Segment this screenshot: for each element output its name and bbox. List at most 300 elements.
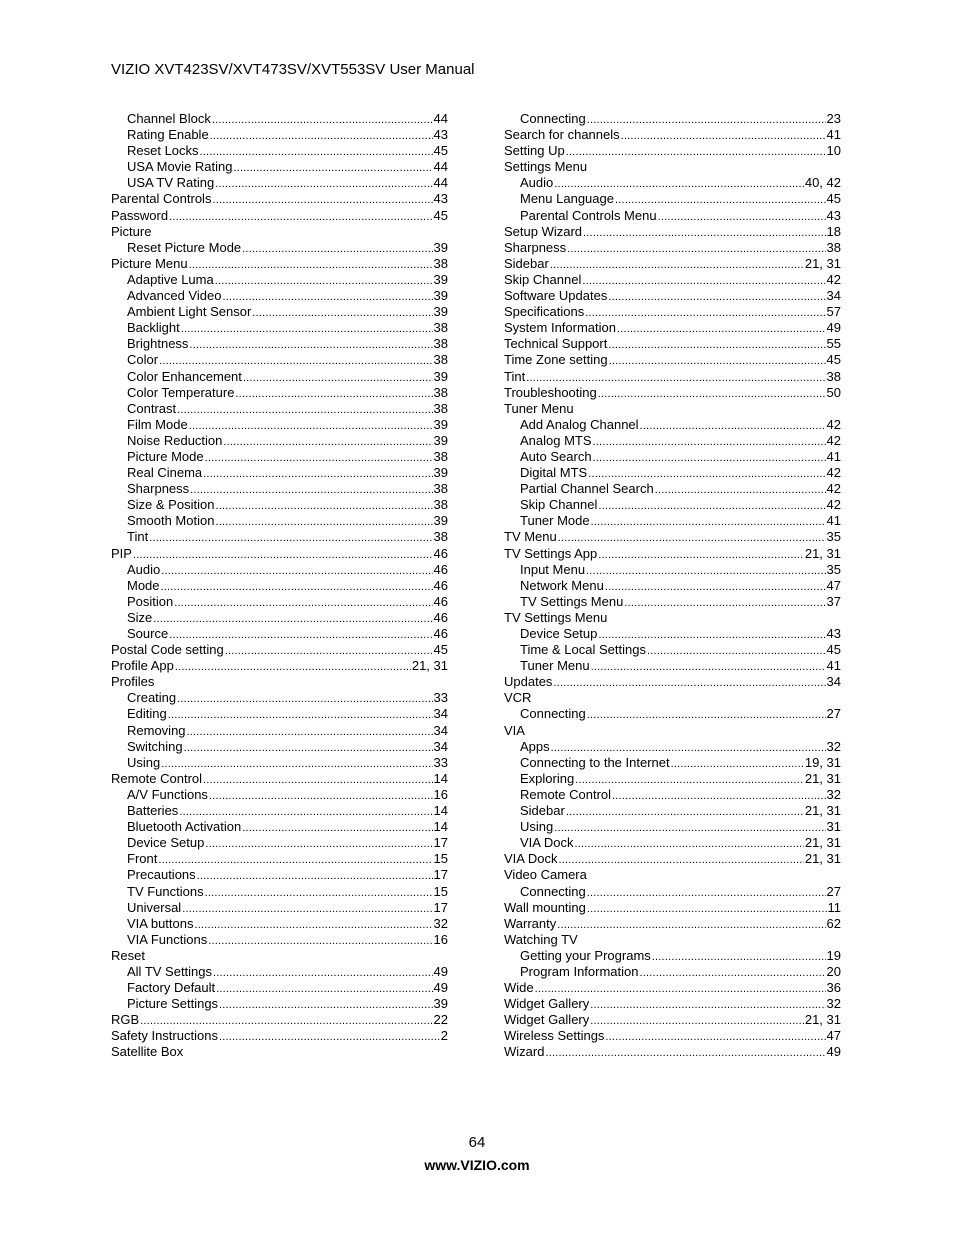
index-entry <box>504 771 841 787</box>
dot-leader <box>158 852 432 868</box>
index-entry <box>504 288 841 304</box>
index-entry-label: Batteries <box>127 803 179 819</box>
index-entry-page: 49 <box>433 963 448 979</box>
index-entry-page: 22 <box>433 1012 448 1028</box>
index-entry <box>111 787 448 803</box>
dot-leader <box>213 965 433 981</box>
dot-leader <box>545 1045 825 1061</box>
index-entry-page: 27 <box>826 883 841 899</box>
dot-leader <box>652 949 826 965</box>
index-entry <box>504 385 841 401</box>
dot-leader <box>161 563 432 579</box>
index-entry <box>504 996 841 1012</box>
index-entry-page: 34 <box>433 706 448 722</box>
index-entry-page: 21, 31 <box>804 1012 841 1028</box>
dot-leader <box>608 337 825 353</box>
index-entry-label: Digital MTS <box>520 465 588 481</box>
index-entry-label: Size & Position <box>127 497 215 513</box>
index-entry <box>111 1044 448 1060</box>
index-entry-label: Film Mode <box>127 416 188 432</box>
index-entry <box>111 562 448 578</box>
index-entry-label: Reset Picture Mode <box>127 239 242 255</box>
dot-leader <box>615 192 826 208</box>
index-entry <box>504 529 841 545</box>
index-entry-label: Program Information <box>520 963 639 979</box>
index-entry-label: Source <box>127 626 169 641</box>
index-entry-page: 15 <box>433 851 448 867</box>
index-entry <box>111 175 448 191</box>
dot-leader <box>219 1029 440 1045</box>
index-entry-label: Partial Channel Search <box>520 481 654 497</box>
index-entry-page: 47 <box>826 1028 841 1044</box>
index-entry-page: 39 <box>433 288 448 304</box>
index-entry-label: Wireless Settings <box>504 1028 605 1044</box>
index-entry-page: 45 <box>433 143 448 159</box>
index-entry-label: TV Settings App <box>504 545 598 561</box>
index-entry <box>504 143 841 159</box>
index-entry-page: 38 <box>433 255 448 271</box>
index-entry-page: 41 <box>826 448 841 464</box>
dot-leader <box>205 450 433 466</box>
index-entry-page: 46 <box>433 593 448 609</box>
dot-leader <box>647 643 826 659</box>
index-entry-page: 20 <box>826 963 841 979</box>
index-entry-page: 17 <box>433 899 448 915</box>
index-entry-label: Using <box>520 819 554 835</box>
dot-leader <box>215 498 432 514</box>
index-entry-label: Advanced Video <box>127 288 222 304</box>
index-entry-page: 42 <box>826 465 841 481</box>
index-entry-label: Video Camera <box>504 867 587 883</box>
index-entry-page: 46 <box>433 545 448 561</box>
index-entry-label: Channel Block <box>127 111 211 126</box>
dot-leader <box>174 595 432 611</box>
index-entry <box>504 481 841 497</box>
dot-leader <box>593 450 826 466</box>
dot-leader <box>203 772 432 788</box>
dot-leader <box>574 836 803 852</box>
index-entry-page: 21, 31 <box>804 545 841 561</box>
dot-leader <box>169 627 432 643</box>
index-entry-label: Sharpness <box>504 239 567 255</box>
dot-leader <box>243 370 433 386</box>
footer-url: www.VIZIO.com <box>424 1157 530 1173</box>
index-entry-label: Troubleshooting <box>504 384 597 400</box>
index-entry-page: 38 <box>433 448 448 464</box>
index-entry-page: 49 <box>826 1044 841 1060</box>
index-entry <box>504 867 841 883</box>
index-entry-label: Skip Channel <box>520 497 598 513</box>
index-entry-label: A/V Functions <box>127 786 208 802</box>
index-entry-label: VCR <box>504 690 532 706</box>
index-entry-label: Picture Settings <box>127 996 219 1012</box>
dot-leader <box>140 1013 432 1029</box>
dot-leader <box>189 337 432 353</box>
index-entry-label: Removing <box>127 722 186 738</box>
dot-leader <box>212 192 432 208</box>
index-entry-page: 38 <box>433 529 448 545</box>
index-entry <box>504 256 841 272</box>
index-entry-label: Wall mounting <box>504 899 586 915</box>
index-entry-page: 43 <box>826 207 841 223</box>
index-entry <box>504 208 841 224</box>
dot-leader <box>557 917 825 933</box>
index-entry-page: 14 <box>433 803 448 819</box>
index-entry-page: 42 <box>826 416 841 432</box>
index-entry <box>504 755 841 771</box>
index-entry-label: USA TV Rating <box>127 175 215 191</box>
index-entry-label: Tuner Mode <box>520 513 590 529</box>
index-entry <box>111 884 448 900</box>
index-entry <box>504 191 841 207</box>
dot-leader <box>169 209 432 225</box>
dot-leader <box>590 1013 804 1029</box>
index-entry-label: Settings Menu <box>504 159 588 175</box>
index-entry <box>111 610 448 626</box>
index-entry-page: 21, 31 <box>411 658 448 674</box>
index-entry-page: 43 <box>826 626 841 641</box>
dot-leader <box>598 498 825 514</box>
index-entry <box>111 706 448 722</box>
index-entry <box>111 594 448 610</box>
index-entry <box>111 191 448 207</box>
index-entry <box>504 546 841 562</box>
dot-leader <box>161 579 433 595</box>
dot-leader <box>234 160 433 176</box>
dot-leader <box>223 434 432 450</box>
index-entry-page: 39 <box>433 416 448 432</box>
index-entry <box>111 964 448 980</box>
index-entry-label: All TV Settings <box>127 963 213 979</box>
index-entry <box>111 996 448 1012</box>
index-entry-page: 36 <box>826 980 841 996</box>
index-entry <box>504 1044 841 1060</box>
index-entry-label: Network Menu <box>520 577 604 593</box>
index-entry <box>504 948 841 964</box>
index-entry-page: 38 <box>826 368 841 384</box>
dot-leader <box>177 402 432 418</box>
dot-leader <box>590 997 825 1013</box>
index-entry-page: 34 <box>433 738 448 754</box>
index-entry-page: 44 <box>433 111 448 126</box>
index-entry <box>504 900 841 916</box>
dot-leader <box>535 981 826 997</box>
index-entry-label: Watching TV <box>504 931 578 947</box>
index-entry <box>504 642 841 658</box>
index-entry-page: 31 <box>826 819 841 835</box>
index-entry <box>504 449 841 465</box>
index-entry-label: TV Menu <box>504 529 557 545</box>
dot-leader <box>184 740 433 756</box>
index-entry <box>504 594 841 610</box>
index-entry <box>111 916 448 932</box>
index-entry-label: Factory Default <box>127 980 216 996</box>
index-entry-label: Setting Up <box>504 143 565 159</box>
index-entry-page: 38 <box>433 352 448 368</box>
index-entry-label: VIA Dock <box>504 851 558 867</box>
index-entry-page: 49 <box>826 320 841 336</box>
dot-leader <box>591 514 826 530</box>
index-entry-label: Device Setup <box>127 835 205 851</box>
dot-leader <box>168 707 433 723</box>
index-entry <box>111 980 448 996</box>
dot-leader <box>526 370 825 386</box>
index-entry <box>111 529 448 545</box>
index-entry <box>111 803 448 819</box>
index-entry-label: Parental Controls Menu <box>520 207 657 223</box>
index-entry <box>504 932 841 948</box>
dot-leader <box>551 740 826 756</box>
index-entry <box>111 288 448 304</box>
index-entry-page: 38 <box>433 336 448 352</box>
index-entry <box>111 948 448 964</box>
index-entry-label: Apps <box>520 738 550 754</box>
index-entry-page: 43 <box>433 127 448 143</box>
index-entry-page: 32 <box>826 738 841 754</box>
index-entry-page: 34 <box>826 674 841 690</box>
index-entry-label: Picture <box>111 223 152 239</box>
dot-leader <box>175 659 411 675</box>
index-entry <box>111 385 448 401</box>
index-entry-page: 62 <box>826 915 841 931</box>
index-entry-page: 38 <box>433 384 448 400</box>
index-entry-page: 46 <box>433 609 448 625</box>
index-entry-label: Warranty <box>504 915 557 931</box>
index-entry-label: Bluetooth Activation <box>127 819 242 835</box>
index-entry <box>504 240 841 256</box>
index-entry-label: Connecting <box>520 883 586 899</box>
index-entry <box>111 867 448 883</box>
index-entry <box>111 127 448 143</box>
index-entry <box>504 1028 841 1044</box>
index-entry-label: Smooth Motion <box>127 513 215 529</box>
index-entry-label: Skip Channel <box>504 271 582 287</box>
dot-leader <box>197 868 433 884</box>
dot-leader <box>593 434 826 450</box>
index-entry-page: 18 <box>826 223 841 239</box>
index-entry-label: Updates <box>504 674 553 690</box>
index-entry-page: 38 <box>433 400 448 416</box>
index-entry-label: Ambient Light Sensor <box>127 304 252 320</box>
index-entry-label: Rating Enable <box>127 127 209 143</box>
index-entry <box>111 369 448 385</box>
index-entry-page: 21, 31 <box>804 851 841 867</box>
index-entry-label: VIA <box>504 722 525 738</box>
index-entry <box>111 626 448 642</box>
index-entry-label: Connecting <box>520 706 586 722</box>
dot-leader <box>219 997 432 1013</box>
index-entry-label: Sidebar <box>504 255 549 271</box>
index-entry <box>504 674 841 690</box>
index-entry-label: Tuner Menu <box>504 400 574 416</box>
index-entry-label: Time Zone setting <box>504 352 608 368</box>
index-entry-page: 23 <box>826 111 841 126</box>
index-entry <box>504 562 841 578</box>
dot-leader <box>558 852 803 868</box>
index-entry-page: 39 <box>433 304 448 320</box>
dot-leader <box>159 353 432 369</box>
index-entry-page: 34 <box>826 288 841 304</box>
dot-leader <box>215 176 432 192</box>
index-entry-label: Add Analog Channel <box>520 416 639 432</box>
dot-leader <box>182 901 432 917</box>
index-entry <box>504 159 841 175</box>
index-entry <box>111 352 448 368</box>
dot-leader <box>212 112 433 128</box>
index-entry-label: Remote Control <box>520 786 612 802</box>
index-entry-label: Exploring <box>520 770 575 786</box>
index-entry <box>504 658 841 674</box>
index-entry-label: VIA Functions <box>127 931 208 947</box>
dot-leader <box>153 611 432 627</box>
index-entry <box>504 819 841 835</box>
index-entry <box>504 513 841 529</box>
index-entry-label: Search for channels <box>504 127 620 143</box>
dot-leader <box>550 257 804 273</box>
index-entry-page: 40, 42 <box>804 175 841 191</box>
index-entry <box>111 224 448 240</box>
dot-leader <box>203 466 432 482</box>
index-entry-label: Device Setup <box>520 626 598 641</box>
index-entry <box>504 787 841 803</box>
index-entry-label: PIP <box>111 545 132 561</box>
index-entry <box>111 658 448 674</box>
index-entry-label: Precautions <box>127 867 196 883</box>
dot-leader <box>583 225 825 241</box>
index-entry <box>111 932 448 948</box>
index-entry-page: 21, 31 <box>804 255 841 271</box>
index-entry-page: 33 <box>433 754 448 770</box>
index-entry <box>504 497 841 513</box>
index-entry <box>111 723 448 739</box>
index-entry-label: Satellite Box <box>111 1044 184 1060</box>
index-entry-page: 46 <box>433 561 448 577</box>
dot-leader <box>575 772 804 788</box>
dot-leader <box>177 691 432 707</box>
index-entry-page: 50 <box>826 384 841 400</box>
dot-leader <box>235 386 432 402</box>
index-entry <box>111 690 448 706</box>
index-entry <box>111 111 448 127</box>
index-entry <box>504 706 841 722</box>
index-entry-label: Color Enhancement <box>127 368 242 384</box>
dot-leader <box>566 144 826 160</box>
index-entry-label: Using <box>127 754 161 770</box>
index-entry-page: 39 <box>433 513 448 529</box>
index-entry <box>111 1028 448 1044</box>
index-entry <box>111 578 448 594</box>
index-entry-label: TV Settings Menu <box>504 609 608 625</box>
index-entry-label: Connecting to the Internet <box>520 754 670 770</box>
dot-leader <box>587 112 826 128</box>
dot-leader <box>205 885 433 901</box>
index-entry <box>504 352 841 368</box>
index-entry-page: 55 <box>826 336 841 352</box>
index-entry-label: VIA buttons <box>127 915 194 931</box>
index-entry-label: Universal <box>127 899 182 915</box>
index-entry-page: 42 <box>826 497 841 513</box>
index-entry <box>504 401 841 417</box>
dot-leader <box>179 804 432 820</box>
index-entry-page: 49 <box>433 980 448 996</box>
dot-leader <box>598 627 825 643</box>
index-entry-page: 2 <box>440 1028 448 1044</box>
index-entry-page: 47 <box>826 577 841 593</box>
index-entry <box>504 835 841 851</box>
index-entry-label: Color <box>127 352 159 368</box>
dot-leader <box>605 579 826 595</box>
index-entry <box>504 739 841 755</box>
index-entry <box>111 1012 448 1028</box>
index-entry-label: Sharpness <box>127 481 190 497</box>
index-entry <box>111 851 448 867</box>
dot-leader <box>208 933 432 949</box>
index-entry <box>111 835 448 851</box>
index-entry-label: Parental Controls <box>111 191 212 207</box>
dot-leader <box>640 418 826 434</box>
index-entry-label: Wizard <box>504 1044 545 1060</box>
index-entry-label: Remote Control <box>111 770 203 786</box>
dot-leader <box>591 659 826 675</box>
index-entry-page: 17 <box>433 835 448 851</box>
index-entry <box>111 240 448 256</box>
index-entry-label: Audio <box>520 175 554 191</box>
index-entry-label: Auto Search <box>520 448 592 464</box>
dot-leader <box>609 353 826 369</box>
index-entry <box>504 980 841 996</box>
dot-leader <box>222 289 432 305</box>
index-entry-page: 19, 31 <box>804 754 841 770</box>
dot-leader <box>566 804 804 820</box>
index-entry-label: Widget Gallery <box>504 996 590 1012</box>
dot-leader <box>587 885 826 901</box>
index-entry-page: 21, 31 <box>804 770 841 786</box>
index-entry <box>504 851 841 867</box>
index-entry-label: Setup Wizard <box>504 223 583 239</box>
index-entry-label: Mode <box>127 577 160 593</box>
index-entry <box>504 111 841 127</box>
index-entry-page: 43 <box>433 191 448 207</box>
index-entry-label: Picture Mode <box>127 448 204 464</box>
index-entry <box>504 610 841 626</box>
index-entry-label: Reset Locks <box>127 143 199 159</box>
index-entry-label: USA Movie Rating <box>127 159 233 175</box>
index-entry <box>111 256 448 272</box>
index-entry-label: Analog MTS <box>520 432 592 448</box>
index-entry <box>111 819 448 835</box>
dot-leader <box>242 820 432 836</box>
index-entry-page: 44 <box>433 175 448 191</box>
index-entry-page: 16 <box>433 931 448 947</box>
index-column-left <box>111 111 448 1061</box>
index-entry-page: 34 <box>433 722 448 738</box>
index-entry-label: Sidebar <box>520 803 565 819</box>
dot-leader <box>655 482 826 498</box>
index-entry-page: 32 <box>826 786 841 802</box>
index-entry <box>111 304 448 320</box>
index-entry-label: Position <box>127 593 174 609</box>
index-entry-page: 14 <box>433 819 448 835</box>
index-entry <box>111 143 448 159</box>
index-entry-page: 39 <box>433 432 448 448</box>
index-entry-label: TV Functions <box>127 883 204 899</box>
index-entry-page: 16 <box>433 786 448 802</box>
dot-leader <box>554 820 825 836</box>
index-entry <box>111 336 448 352</box>
index-entry-label: Backlight <box>127 320 180 336</box>
dot-leader <box>588 466 825 482</box>
index-entry-page: 39 <box>433 271 448 287</box>
